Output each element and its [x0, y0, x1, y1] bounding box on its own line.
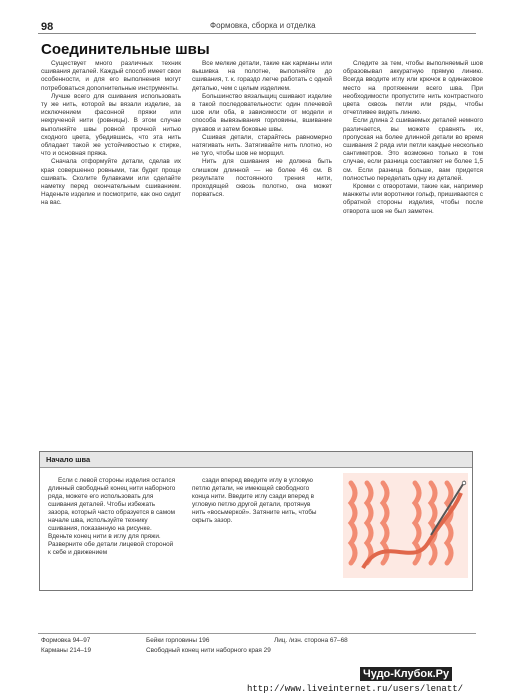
- top-rule: [38, 33, 476, 34]
- footer-ref: Свободный конец нити наборного края 29: [146, 647, 271, 654]
- footer-ref: Бейки горловины 196: [146, 637, 210, 644]
- paragraph: Лучше всего для сшивания использовать ту же нить, которой вы вязали изделие, за исключением фасонной пряжи или некрученой нити (ровницы). В этом случае выполняйте швы ровной прочной нитью сходного цвета, убедившись, что эта нить обладает такой же устойчивостью к стирке, что и основная пряжа.: [41, 92, 181, 158]
- paragraph: сзади вперед введите иглу в угловую петлю детали, не имеющей свободного конца нити. Введите иглу сзади вперед в угловую петлю другой детали, протянув нить «восьмеркой». Затяните нить, чтобы скрыть зазор.: [192, 477, 317, 524]
- text-column-3: [343, 60, 483, 216]
- watermark-logo: Чудо-Клубок.Ру: [360, 667, 452, 681]
- bottom-rule: [38, 633, 476, 634]
- footer-ref: Карманы 214–19: [41, 647, 92, 654]
- info-box-column-2: [192, 477, 320, 525]
- text-column-2: [192, 60, 332, 199]
- info-box-header: [40, 452, 472, 468]
- paragraph: Если с левой стороны изделия остался длинный свободный конец нити наборного ряда, можете его использовать для сшивания деталей. Чтобы избежать зазора, который часто образуется в самом начале шва, используйте технику сшивания, показанную на рисунке. Вденьте конец нити в иглу для пряжи. Разверните обе детали лицевой стороной к себе и движением: [48, 477, 176, 556]
- paragraph: Кромки с отворотами, такие как, например манжеты или воротники гольф, пришиваются с обратной стороны изделия, чтобы после отворота шов не был заметен.: [343, 183, 483, 215]
- info-box-column-1: [48, 477, 176, 557]
- paragraph: Следите за тем, чтобы выполняемый шов образовывал аккуратную прямую линию. Всегда вводите иглу или крючок в одинаковое место на протяжении всего шва. При необходимости пропустите нить контрастного цвета сквозь петли или ряды, чтобы отчетливее видеть линию.: [343, 60, 483, 117]
- paragraph: Все мелкие детали, такие как карманы или вышивка на полотне, выполняйте до сшивания, т. к. гораздо легче работать с одной деталью, чем с целым изделием.: [192, 60, 332, 92]
- paragraph: Сначала отформуйте детали, сделав их края совершенно ровными, так будет проще сшивать. Сколите булавками или сделайте наметку перед окончательным сшиванием. Наденьте изделие и посмотрите, как оно сидит на вас.: [41, 158, 181, 207]
- footer-ref: Лиц. /изн. сторона 67–68: [274, 637, 348, 644]
- running-head: Формовка, сборка и отделка: [210, 21, 316, 30]
- page-title: Соединительные швы: [41, 41, 210, 58]
- footer-ref: Формовка 94–97: [41, 637, 91, 644]
- info-box-title: Начало шва: [46, 455, 91, 464]
- text-column-1: [41, 60, 181, 208]
- seam-illustration: [343, 473, 468, 578]
- page-number: 98: [41, 21, 54, 33]
- info-box: [39, 451, 473, 591]
- paragraph: Сшивая детали, старайтесь равномерно натягивать нить. Затягивайте нить плотно, но не туго, чтобы шов не морщил.: [192, 133, 332, 158]
- watermark-url: http://www.liveinternet.ru/users/lenatt/: [247, 684, 464, 694]
- paragraph: Существует много различных техник сшивания деталей. Каждый способ имеет свои особенности, и для его выполнения могут потребоваться дополнительные инструменты.: [41, 60, 181, 92]
- paragraph: Если длина 2 сшиваемых деталей немного различается, вы можете сравнять их, пропуская на более длинной детали во время сшивания 2 ряда или петли каждые несколько сантиметров. Это возможно только в том случае, если разница составляет не более 1,5 см. Если разница больше, вам придется полностью переделать одну из деталей.: [343, 117, 483, 182]
- paragraph: Большинство вязальщиц сшивают изделие в такой последовательности: один плечевой шов или оба, в зависимости от модели и способа вывязывания горловины, вшивание рукавов и затем боковые швы.: [192, 92, 332, 133]
- paragraph: Нить для сшивания не должна быть слишком длинной — не более 46 см. В результате постоянного трения нити, проходящей сквозь полотно, она может порваться.: [192, 158, 332, 199]
